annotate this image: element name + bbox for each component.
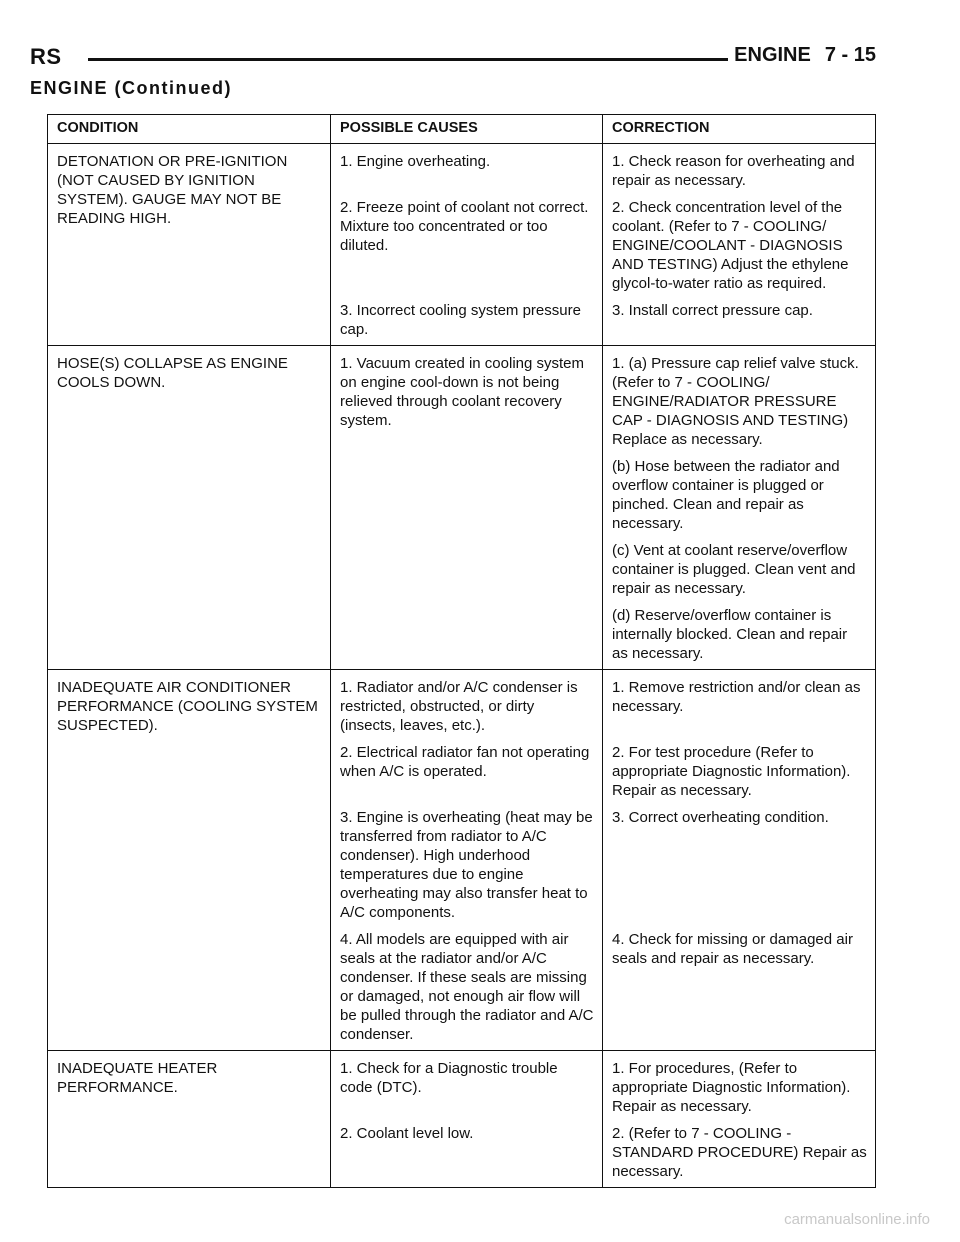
diagnosis-table bbox=[47, 114, 876, 1188]
cause-item: 2. Freeze point of coolant not correct. Mixture too concentrated or too diluted. bbox=[340, 199, 589, 254]
correction-item: 2. (Refer to 7 - COOLING - STANDARD PROCEDURE) Repair as necessary. bbox=[612, 1125, 867, 1180]
correction-item: 3. Install correct pressure cap. bbox=[612, 302, 813, 319]
correction-item: (b) Hose between the radiator and overflow container is plugged or pinched. Clean and repair as necessary. bbox=[612, 458, 840, 532]
correction-cell bbox=[603, 144, 876, 346]
table-body bbox=[48, 144, 876, 1188]
cause-item: 2. Coolant level low. bbox=[340, 1125, 474, 1142]
cause-item: 2. Electrical radiator fan not operating when A/C is operated. bbox=[340, 744, 590, 780]
header-rule bbox=[88, 58, 728, 61]
correction-item: 4. Check for missing or damaged air seals and repair as necessary. bbox=[612, 931, 853, 967]
correction-item: 1. Remove restriction and/or clean as necessary. bbox=[612, 679, 861, 715]
cause-item: 1. Engine overheating. bbox=[340, 153, 491, 170]
correction-cell bbox=[603, 670, 876, 1051]
correction-group bbox=[612, 1124, 867, 1181]
causes-cell bbox=[331, 144, 603, 346]
page-subtitle: ENGINE (Continued) bbox=[30, 78, 232, 98]
condition-cell: INADEQUATE HEATER PERFORMANCE. bbox=[48, 1051, 331, 1188]
correction-group bbox=[612, 808, 867, 922]
correction-item: (d) Reserve/overflow container is internally blocked. Clean and repair as necessary. bbox=[612, 607, 848, 662]
causes-cell bbox=[331, 1051, 603, 1188]
correction-group bbox=[612, 930, 867, 1044]
correction-item: 2. For test procedure (Refer to appropriate Diagnostic Information). Repair as necessary. bbox=[612, 744, 851, 799]
correction-group bbox=[612, 743, 867, 800]
table-header-row bbox=[48, 115, 876, 144]
table-row bbox=[48, 670, 876, 1051]
column-header-correction: CORRECTION bbox=[603, 115, 876, 144]
correction-item: 1. Check reason for overheating and repair as necessary. bbox=[612, 153, 855, 189]
page-number: 7 - 15 bbox=[824, 44, 876, 66]
correction-item: 1. For procedures, (Refer to appropriate Diagnostic Information). Repair as necessary. bbox=[612, 1060, 851, 1115]
correction-group bbox=[612, 301, 867, 339]
correction-cell bbox=[603, 1051, 876, 1188]
correction-group bbox=[612, 152, 867, 190]
correction-item: 2. Check concentration level of the coolant. (Refer to 7 - COOLING/ ENGINE/COOLANT - DIAGNOSIS AND TESTING) Adjust the ethylene glycol-to-water ratio as required. bbox=[612, 199, 849, 292]
cause-item: 1. Radiator and/or A/C condenser is restricted, obstructed, or dirty (insects, leaves, etc.). bbox=[340, 679, 578, 734]
manual-code: RS bbox=[30, 44, 62, 69]
correction-cell bbox=[603, 346, 876, 670]
table-row bbox=[48, 346, 876, 670]
correction-item: 1. (a) Pressure cap relief valve stuck. (Refer to 7 - COOLING/ ENGINE/RADIATOR PRESSURE CAP - DIAGNOSIS AND TESTING) Replace as necessary. bbox=[612, 355, 859, 448]
table-row bbox=[48, 144, 876, 346]
condition-cell: DETONATION OR PRE-IGNITION (NOT CAUSED BY IGNITION SYSTEM). GAUGE MAY NOT BE READING HIGH. bbox=[48, 144, 331, 346]
cause-item: 4. All models are equipped with air seals at the radiator and/or A/C condenser. If these seals are missing or damaged, not enough air flow will be pulled through the radiator and A/C condenser. bbox=[340, 931, 594, 1043]
watermark-footer: carmanualsonline.info bbox=[784, 1211, 930, 1228]
correction-group bbox=[612, 198, 867, 293]
section-page bbox=[734, 44, 876, 67]
cause-item: 1. Vacuum created in cooling system on engine cool-down is not being relieved through coolant recovery system. bbox=[340, 355, 585, 429]
correction-item: 3. Correct overheating condition. bbox=[612, 809, 829, 826]
table-row bbox=[48, 1051, 876, 1188]
correction-group bbox=[612, 1059, 867, 1116]
cause-item: 3. Engine is overheating (heat may be transferred from radiator to A/C condenser). High underhood temperatures due to engine overheating may also transfer heat to A/C components. bbox=[340, 809, 593, 921]
condition-cell: HOSE(S) COLLAPSE AS ENGINE COOLS DOWN. bbox=[48, 346, 331, 670]
cause-item: 1. Check for a Diagnostic trouble code (DTC). bbox=[340, 1060, 558, 1096]
causes-cell bbox=[331, 670, 603, 1051]
correction-item: (c) Vent at coolant reserve/overflow container is plugged. Clean vent and repair as necessary. bbox=[612, 542, 856, 597]
causes-cell bbox=[331, 346, 603, 670]
column-header-causes: POSSIBLE CAUSES bbox=[331, 115, 603, 144]
condition-cell: INADEQUATE AIR CONDITIONER PERFORMANCE (COOLING SYSTEM SUSPECTED). bbox=[48, 670, 331, 1051]
correction-group bbox=[612, 678, 867, 735]
section-title: ENGINE bbox=[734, 44, 811, 66]
cause-item: 3. Incorrect cooling system pressure cap. bbox=[340, 302, 581, 338]
column-header-condition: CONDITION bbox=[48, 115, 331, 144]
correction-group bbox=[612, 354, 867, 663]
page-header bbox=[30, 44, 876, 72]
